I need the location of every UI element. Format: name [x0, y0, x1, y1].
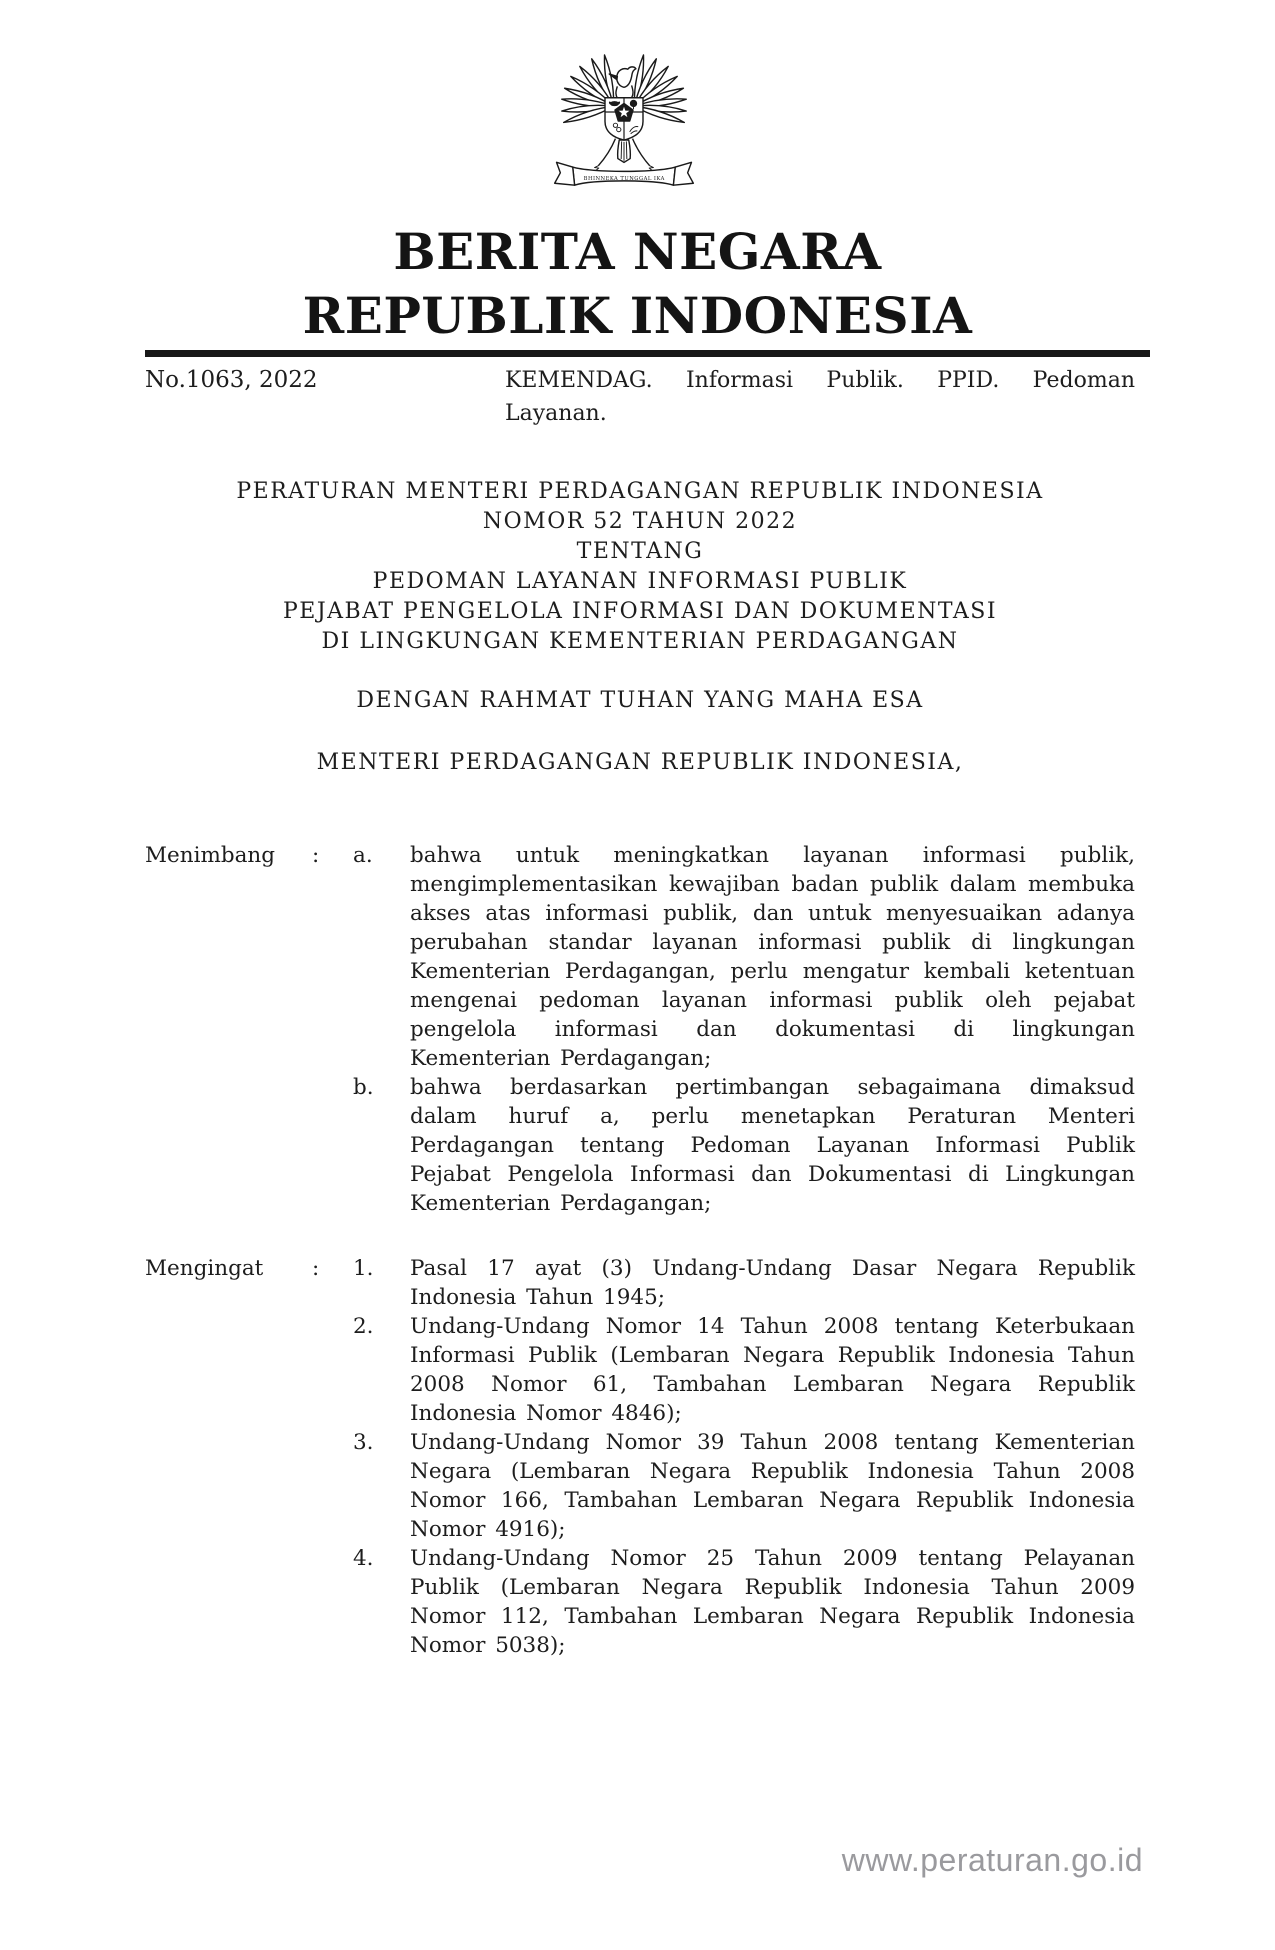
masthead-row [145, 364, 1135, 430]
mengingat-item-1 [145, 1254, 1135, 1312]
item-marker: a. [353, 843, 373, 868]
mengingat-section [145, 1254, 1135, 1660]
mengingat-label: Mengingat [145, 1256, 264, 1281]
footer-watermark-url: www.peraturan.go.id [841, 1842, 1143, 1878]
item-text: Undang-Undang Nomor 14 Tahun 2008 tentang Keterbukaan Informasi Publik (Lembaran Negara Republik Indonesia Tahun 2008 Nomor 61, Tambahan Lembaran Negara Republik Indonesia Nomor 4846); [410, 1314, 1135, 1426]
regulation-title-line2: NOMOR 52 TAHUN 2022 [482, 509, 798, 534]
gazette-number: No.1063, 2022 [145, 367, 318, 393]
menimbang-label: Menimbang [145, 843, 276, 868]
regulation-title-line4: PEDOMAN LAYANAN INFORMASI PUBLIK [372, 569, 908, 594]
clauses [145, 841, 1135, 1660]
invocation-line: DENGAN RAHMAT TUHAN YANG MAHA ESA [356, 688, 924, 713]
item-text: Undang-Undang Nomor 39 Tahun 2008 tentang Kementerian Negara (Lembaran Negara Republik Indonesia Tahun 2008 Nomor 166, Tambahan Lembaran Negara Republik Indonesia Nomor 4916); [410, 1430, 1135, 1542]
item-marker: 3. [353, 1430, 374, 1455]
menimbang-item-b [145, 1073, 1135, 1218]
regulation-title-line1: PERATURAN MENTERI PERDAGANGAN REPUBLIK INDONESIA [236, 479, 1044, 504]
emblem-motto-text: BHINNEKA TUNGGAL IKA [583, 175, 664, 182]
garuda-icon [548, 50, 700, 212]
regulation-title-line6: DI LINGKUNGAN KEMENTERIAN PERDAGANGAN [321, 629, 959, 654]
authority-line: MENTERI PERDAGANGAN REPUBLIK INDONESIA, [316, 750, 964, 775]
item-marker: 2. [353, 1314, 374, 1339]
item-text: Pasal 17 ayat (3) Undang-Undang Dasar Negara Republik Indonesia Tahun 1945; [410, 1256, 1135, 1310]
gazette-subject [505, 364, 1135, 430]
masthead-divider-rule [145, 350, 1150, 357]
garuda-pancasila-emblem [548, 50, 700, 212]
mengingat-item-2 [145, 1312, 1135, 1428]
masthead-title-line2: REPUBLIK INDONESIA [302, 286, 973, 345]
regulation-title-line3: TENTANG [576, 539, 704, 564]
mengingat-colon: : [312, 1256, 320, 1281]
item-marker: b. [353, 1075, 374, 1100]
menimbang-item-a [145, 841, 1135, 1073]
item-text: Undang-Undang Nomor 25 Tahun 2009 tentang Pelayanan Publik (Lembaran Negara Republik Indonesia Tahun 2009 Nomor 112, Tambahan Lembaran Negara Republik Indonesia Nomor 5038); [410, 1546, 1135, 1658]
item-marker: 1. [353, 1256, 374, 1281]
regulation-title [145, 477, 1135, 657]
menimbang-section [145, 841, 1135, 1218]
gazette-subject-line2: Layanan. [505, 401, 607, 426]
mengingat-item-3 [145, 1428, 1135, 1544]
mengingat-item-4 [145, 1544, 1135, 1660]
masthead-title-line1: BERITA NEGARA [393, 222, 882, 281]
menimbang-colon: : [312, 843, 320, 868]
item-text: bahwa untuk meningkatkan layanan informasi publik, mengimplementasikan kewajiban badan publik dalam membuka akses atas informasi publik, dan untuk menyesuaikan adanya perubahan standar layanan informasi publik di lingkungan Kementerian Perdagangan, perlu mengatur kembali ketentuan mengenai pedoman layanan informasi publik oleh pejabat pengelola informasi dan dokumentasi di lingkungan Kementerian Perdagangan; [410, 843, 1135, 1071]
item-marker: 4. [353, 1546, 374, 1571]
gazette-subject-line1: KEMENDAG. Informasi Publik. PPID. Pedoman [505, 368, 1135, 393]
masthead-title [0, 220, 1275, 348]
regulation-title-line5: PEJABAT PENGELOLA INFORMASI DAN DOKUMENTASI [282, 599, 998, 624]
item-text: bahwa berdasarkan pertimbangan sebagaimana dimaksud dalam huruf a, perlu menetapkan Peraturan Menteri Perdagangan tentang Pedoman Layanan Informasi Publik Pejabat Pengelola Informasi dan Dokumentasi di Lingkungan Kementerian Perdagangan; [410, 1075, 1135, 1216]
